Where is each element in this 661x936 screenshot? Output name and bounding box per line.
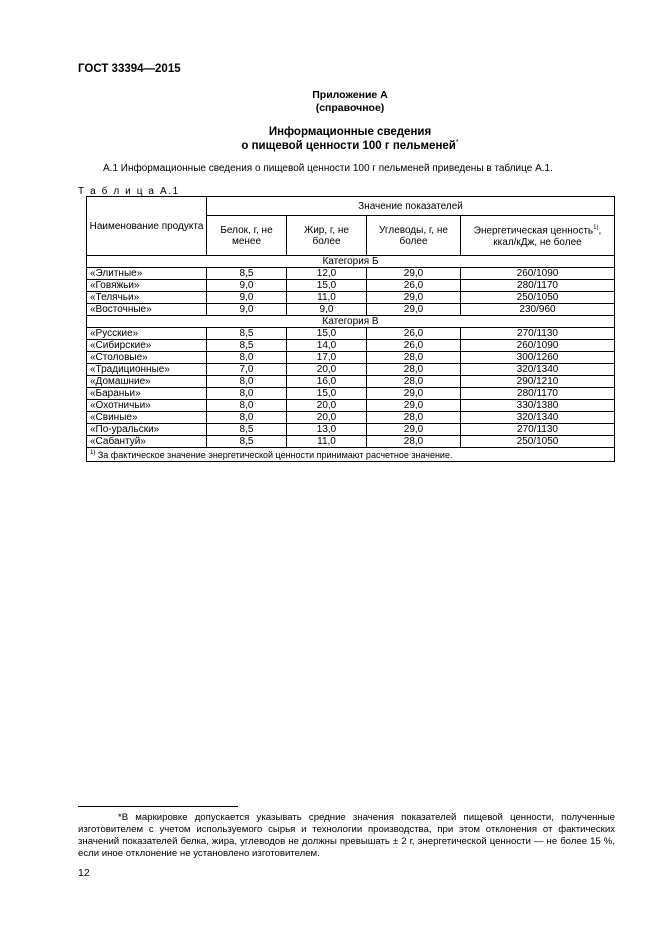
table-row	[87, 364, 615, 376]
category-b-label: Категория Б	[87, 256, 615, 268]
cell-protein: 8,0	[207, 352, 287, 364]
footnote-marker: *	[455, 139, 459, 146]
table-row	[87, 376, 615, 388]
header-carbs: Углеводы, г, не более	[367, 216, 461, 256]
cell-energy: 270/1130	[461, 424, 615, 436]
info-title-line-1: Информационные сведения	[268, 126, 432, 138]
page-footnote: *В маркировке допускается указывать средние значения показателей пищевой ценности, полученные изготовителем с учетом используемого сырья и технологии производства, при этом отклонения от фактических значений показателей белка, жира, углеводов не должны превышать ± 2 г, энергетической ценности — не более 15 %, если иное отклонение не установлено изготовителем.	[78, 812, 615, 859]
cell-energy: 260/1090	[461, 340, 615, 352]
table-row	[87, 340, 615, 352]
cell-name: «Традиционные»	[87, 364, 207, 376]
cell-carbs: 28,0	[367, 376, 461, 388]
cell-carbs: 29,0	[367, 268, 461, 280]
cell-energy: 290/1210	[461, 376, 615, 388]
cell-energy: 280/1170	[461, 280, 615, 292]
cell-name: «Столовые»	[87, 352, 207, 364]
cell-energy: 230/960	[461, 304, 615, 316]
page-number: 12	[78, 867, 90, 879]
header-product-name: Наименование продукта	[87, 197, 207, 256]
cell-fat: 11,0	[287, 292, 367, 304]
category-row	[87, 256, 615, 268]
cell-protein: 8,5	[207, 436, 287, 448]
cell-name: «Говяжьи»	[87, 280, 207, 292]
cell-fat: 14,0	[287, 340, 367, 352]
cell-fat: 12,0	[287, 268, 367, 280]
cell-name: «Сибирские»	[87, 340, 207, 352]
table-row	[87, 292, 615, 304]
cell-protein: 8,5	[207, 424, 287, 436]
cell-carbs: 29,0	[367, 388, 461, 400]
header-fat: Жир, г, не более	[287, 216, 367, 256]
cell-fat: 15,0	[287, 280, 367, 292]
cell-carbs: 26,0	[367, 328, 461, 340]
header-values-group: Значение показателей	[207, 197, 615, 216]
table-footnote-mark: 1)	[90, 450, 96, 456]
cell-protein: 9,0	[207, 280, 287, 292]
cell-protein: 8,5	[207, 328, 287, 340]
table-row	[87, 352, 615, 364]
cell-protein: 8,0	[207, 412, 287, 424]
cell-fat: 13,0	[287, 424, 367, 436]
header-protein: Белок, г, не менее	[207, 216, 287, 256]
cell-energy: 270/1130	[461, 328, 615, 340]
cell-energy: 260/1090	[461, 268, 615, 280]
cell-carbs: 29,0	[367, 304, 461, 316]
cell-fat: 20,0	[287, 412, 367, 424]
info-title-text: о пищевой ценности 100 г пельменей	[241, 139, 456, 152]
cell-energy: 280/1170	[461, 388, 615, 400]
cell-fat: 20,0	[287, 364, 367, 376]
cell-name: «Бараньи»	[87, 388, 207, 400]
category-row	[87, 316, 615, 328]
cell-name: «Восточные»	[87, 304, 207, 316]
cell-protein: 8,0	[207, 376, 287, 388]
cell-fat: 17,0	[287, 352, 367, 364]
cell-name: «Домашние»	[87, 376, 207, 388]
cell-carbs: 29,0	[367, 292, 461, 304]
cell-protein: 8,0	[207, 388, 287, 400]
cell-fat: 15,0	[287, 388, 367, 400]
cell-energy: 320/1340	[461, 364, 615, 376]
cell-name: «Свиные»	[87, 412, 207, 424]
cell-carbs: 26,0	[367, 280, 461, 292]
table-caption: Т а б л и ц а А.1	[78, 186, 180, 197]
header-energy-text-a: Энергетическая ценность	[473, 225, 594, 237]
table-row	[87, 328, 615, 340]
cell-fat: 15,0	[287, 328, 367, 340]
cell-name: «Сабантуй»	[87, 436, 207, 448]
cell-name: «Охотничьи»	[87, 400, 207, 412]
cell-protein: 9,0	[207, 292, 287, 304]
annex-title: Приложение А	[312, 89, 388, 101]
table-footnote-text: За фактическое значение энергетической ценности принимают расчетное значение.	[95, 450, 453, 460]
cell-carbs: 28,0	[367, 352, 461, 364]
cell-carbs: 29,0	[367, 424, 461, 436]
cell-protein: 9,0	[207, 304, 287, 316]
table-row	[87, 424, 615, 436]
cell-protein: 7,0	[207, 364, 287, 376]
cell-carbs: 26,0	[367, 340, 461, 352]
cell-name: «По-уральски»	[87, 424, 207, 436]
table-row	[87, 304, 615, 316]
table-row	[87, 400, 615, 412]
header-energy-mark: 1)	[593, 225, 599, 232]
standard-code: ГОСТ 33394—2015	[78, 63, 181, 75]
nutrition-table	[86, 196, 615, 462]
cell-energy: 330/1380	[461, 400, 615, 412]
cell-name: «Телячьи»	[87, 292, 207, 304]
cell-protein: 8,5	[207, 268, 287, 280]
header-energy-text-b: , ккал/кДж, не более	[493, 225, 602, 248]
cell-fat: 20,0	[287, 400, 367, 412]
table-row	[87, 436, 615, 448]
intro-paragraph: А.1 Информационные сведения о пищевой ценности 100 г пельменей приведены в таблице А.1.	[103, 163, 553, 174]
table-footnote-row	[87, 448, 615, 462]
cell-carbs: 28,0	[367, 364, 461, 376]
cell-fat: 9,0	[287, 304, 367, 316]
table-row	[87, 268, 615, 280]
header-energy	[461, 216, 615, 256]
cell-protein: 8,0	[207, 400, 287, 412]
table-row	[87, 412, 615, 424]
category-v-label: Категория В	[87, 316, 615, 328]
table-row	[87, 280, 615, 292]
cell-energy: 320/1340	[461, 412, 615, 424]
cell-carbs: 28,0	[367, 412, 461, 424]
cell-fat: 11,0	[287, 436, 367, 448]
cell-carbs: 29,0	[367, 400, 461, 412]
info-title-line-2	[60, 139, 640, 152]
cell-name: «Русские»	[87, 328, 207, 340]
cell-energy: 250/1050	[461, 436, 615, 448]
cell-protein: 8,5	[207, 340, 287, 352]
cell-fat: 16,0	[287, 376, 367, 388]
table-row	[87, 388, 615, 400]
cell-energy: 300/1260	[461, 352, 615, 364]
cell-energy: 250/1050	[461, 292, 615, 304]
footnote-divider	[78, 806, 238, 807]
cell-name: «Элитные»	[87, 268, 207, 280]
table-footnote	[87, 448, 615, 462]
annex-subtitle: (справочное)	[315, 102, 385, 114]
cell-carbs: 28,0	[367, 436, 461, 448]
